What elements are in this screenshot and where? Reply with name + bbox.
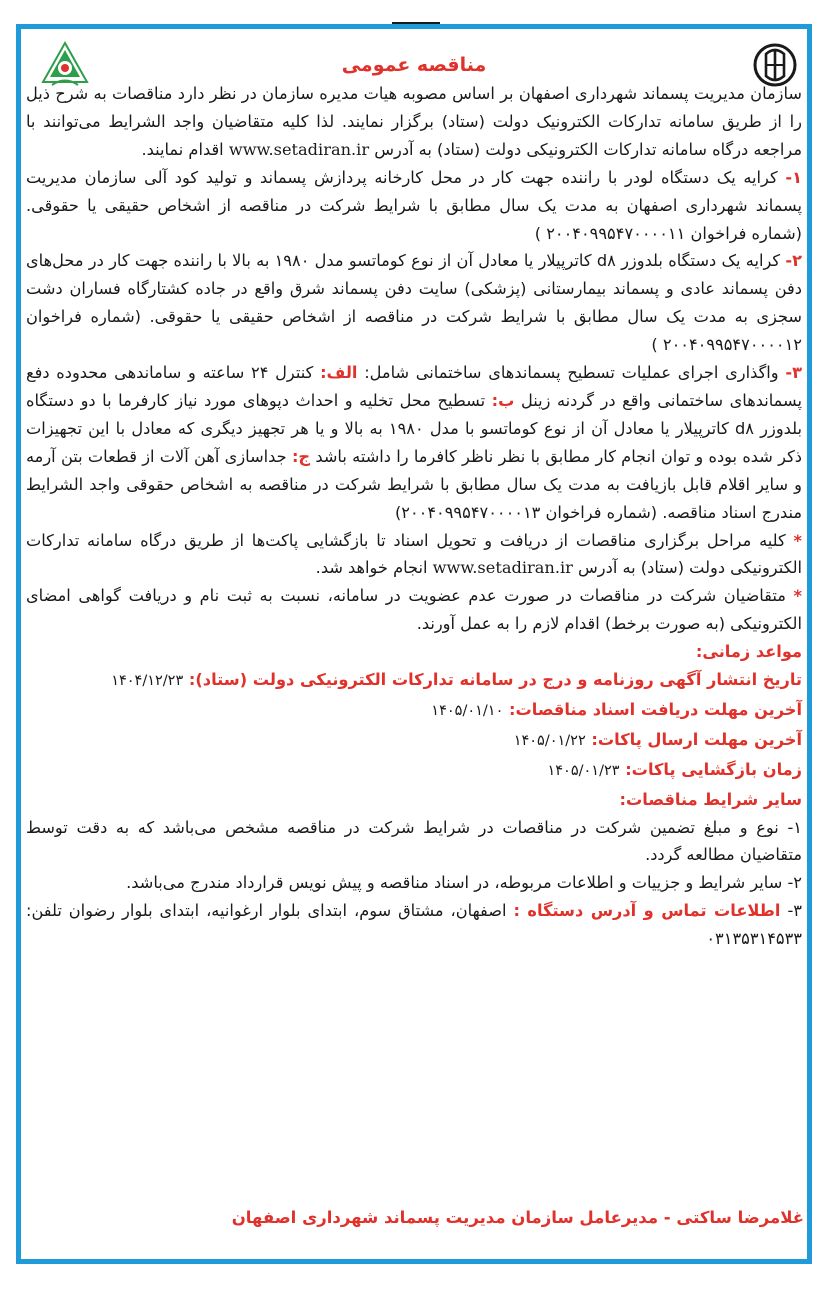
deadline-label: آخرین مهلت ارسال پاکات: <box>591 729 802 749</box>
intro-text: سازمان مدیریت پسماند شهرداری اصفهان بر اساس مصوبه هیات مدیره سازمان در نظر دارد مناقصات به شرح ذیل را از طریق سامانه تدارکات الکترونیک دولت (ستاد) برگزار نمایند. لذا کلیه متقاضیان واجد الشرایط می‌توانند با مراجعه درگاه سامانه تدارکات الکترونیکی دولت (ستاد) به آدرس <box>26 84 802 159</box>
note-url-link[interactable]: www.setadiran.ir <box>432 558 573 578</box>
deadline-label: زمان بازگشایی پاکات: <box>625 759 802 779</box>
item-text-c: تسطیح محل تخلیه و احداث دپوهای مورد نیاز کارفرما با دو دستگاه بلدوزر d۸ کاترپیلار یا معادل آن از نوع کوماتسو با مدل ۱۹۸۰ به بالا و یا هر تجهیز دیگری که معادل با این تجهیزات ذکر شده بوده و توان انجام کار مطابق با نظر ناظر کافرما را داشته باشد <box>26 390 802 466</box>
announcement-body <box>26 50 802 953</box>
intro-paragraph <box>26 80 802 164</box>
item-text-d: جداسازی آهن آلات از قطعات بتن آرمه و سایر اقلام قابل بازیافت به مدت یک سال مطابق با شرایط شرکت در مناقصه به اشخاص حقوقی واجد الشرایط مندرج اسناد مناقصه. (شماره فراخوان ۲۰۰۴۰۹۹۵۴۷۰۰۰۰۱۳) <box>26 446 802 522</box>
contact-label: اطلاعات تماس و آدرس دستگاه : <box>513 901 781 921</box>
note-end-text: انجام خواهد شد. <box>315 558 428 578</box>
deadlines-heading: مواعد زمانی: <box>695 642 802 662</box>
item-text: کرایه یک دستگاه لودر با راننده جهت کار در محل کارخانه پردازش پسماند و تولید کود آلی سازمان مدیریت پسماند شهرداری اصفهان به مدت یک سال مطابق با شرایط شرکت در مناقصه از اشخاص حقیقی یا حقوقی. (شماره فراخوان ۲۰۰۴۰۹۹۵۴۷۰۰۰۰۱۱ ) <box>26 167 802 243</box>
deadline-label: آخرین مهلت دریافت اسناد مناقصات: <box>509 699 802 719</box>
announcement-title: مناقصه عمومی <box>341 54 487 76</box>
contact-number: ۳- <box>787 901 802 921</box>
deadline-row <box>26 726 802 756</box>
item-text-b: کنترل ۲۴ ساعته و ساماندهی محدوده دفع پسماندهای ساختمانی واقع در گردنه زینل <box>26 363 802 410</box>
note-star: * <box>793 530 802 550</box>
tender-item-3 <box>26 359 802 526</box>
intro-end-text: اقدام نمایند. <box>141 139 224 159</box>
item-number: ۱- <box>785 167 802 187</box>
intro-url-link[interactable]: www.setadiran.ir <box>228 139 370 159</box>
label-jim: ج: <box>291 446 311 466</box>
note-star: * <box>793 586 802 606</box>
condition-text: نوع و مبلغ تضمین شرکت در مناقصات در شرایط شرکت در مناقصه مشخص می‌باشد که به دقت توسط متقاضیان مطالعه گردد. <box>26 817 802 865</box>
deadline-row <box>26 696 802 726</box>
label-be: ب: <box>491 390 515 410</box>
deadline-label: تاریخ انتشار آگهی روزنامه و درج در سامانه تدارکات الکترونیکی دولت (ستاد): <box>188 670 802 690</box>
tender-item-1 <box>26 164 802 248</box>
deadline-value: ۱۴۰۴/۱۲/۲۳ <box>111 673 184 690</box>
deadline-value: ۱۴۰۵/۰۱/۱۰ <box>431 702 504 719</box>
signature-line: غلامرضا ساکتی - مدیرعامل سازمان مدیریت پسماند شهرداری اصفهان <box>231 1208 804 1227</box>
item-number: ۲- <box>785 251 803 271</box>
contact-info <box>26 897 802 953</box>
item-number: ۳- <box>785 363 802 383</box>
item-text: کرایه یک دستگاه بلدوزر d۸ کاترپیلار یا معادل آن از نوع کوماتسو مدل ۱۹۸۰ به بالا با راننده جهت کار در محل‌های دفن پسماند عادی و پسماند بیمارستانی (پزشکی) سایت دفن پسماند شرق واقع در جاده کشتارگاه فساران دشت سجزی به مدت یک سال مطابق با شرایط شرکت در مناقصه از اشخاص حقیقی یا حقوقی. (شماره فراخوان ۲۰۰۴۰۹۹۵۴۷۰۰۰۰۱۲ ) <box>26 251 802 355</box>
note-text: متقاضیان شرکت در مناقصات در صورت عدم عضویت در سامانه، نسبت به ثبت نام و دریافت گواهی امضای الکترونیکی (به صورت برخط) اقدام لازم را به عمل آورند. <box>26 586 802 634</box>
other-condition-2 <box>26 869 802 897</box>
other-condition-1 <box>26 814 802 870</box>
note-text: کلیه مراحل برگزاری مناقصات از دریافت و تحویل اسناد تا بازگشایی پاکت‌ها از طریق درگاه سامانه تدارکات الکترونیکی دولت (ستاد) به آدرس <box>26 530 802 578</box>
deadline-row <box>26 756 802 786</box>
deadline-value: ۱۴۰۵/۰۱/۲۳ <box>547 762 620 779</box>
label-alef: الف: <box>320 363 358 383</box>
item-text-a: واگذاری اجرای عملیات تسطیح پسماندهای ساختمانی شامل: <box>364 363 779 383</box>
condition-number: ۱- <box>787 817 802 837</box>
note-2 <box>26 582 802 638</box>
deadline-value: ۱۴۰۵/۰۱/۲۲ <box>513 732 586 749</box>
contact-text: اصفهان، مشتاق سوم، ابتدای بلوار ارغوانیه، ابتدای بلوار رضوان تلفن: ۰۳۱۳۵۳۱۴۵۳۳ <box>26 901 802 949</box>
other-conditions-heading: سایر شرایط مناقصات: <box>619 789 802 809</box>
tender-item-2 <box>26 247 802 359</box>
deadline-row <box>26 666 802 696</box>
note-1 <box>26 527 802 583</box>
condition-number: ۲- <box>787 873 802 893</box>
condition-text: سایر شرایط و جزییات و اطلاعات مربوطه، در اسناد مناقصه و پیش نویس قرارداد مندرج می‌باشد. <box>126 873 783 893</box>
